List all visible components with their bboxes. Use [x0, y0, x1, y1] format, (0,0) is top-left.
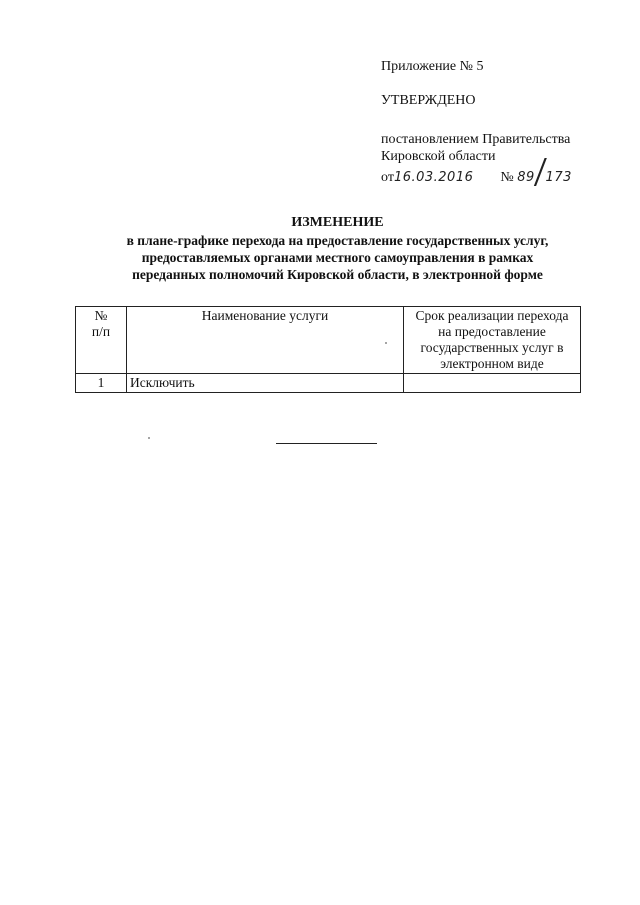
header-term-line-3: государственных услуг в [420, 340, 564, 355]
header-term-line-2: на предоставление [438, 324, 546, 339]
slash-divider: / [535, 153, 545, 193]
table-header-row [76, 307, 581, 374]
services-table [75, 306, 581, 393]
number-prefix: № [500, 170, 514, 185]
date-prefix: от [381, 170, 394, 185]
row-number: 1 [76, 374, 127, 393]
scan-speck [385, 342, 387, 344]
handwritten-number-part2: 173 [545, 170, 572, 185]
appendix-number: Приложение № 5 [381, 59, 484, 74]
subtitle-line-2: предоставляемых органами местного самоуправления в рамках [141, 250, 534, 265]
decree-line-2: Кировской области [381, 149, 496, 164]
row-service-name: Исключить [127, 374, 404, 393]
header-number [76, 307, 127, 374]
header-number-line-2: п/п [91, 324, 111, 339]
table-row [76, 374, 581, 393]
document-title-block [60, 214, 615, 283]
handwritten-number-part1: 89 [517, 170, 535, 185]
row-term [404, 374, 581, 393]
subtitle-line-1: в плане-графике перехода на предоставление государственных услуг, [126, 233, 549, 248]
closing-rule [276, 443, 377, 444]
decree-reference [381, 131, 621, 193]
header-implementation-term [404, 307, 581, 374]
approved-stamp: УТВЕРЖДЕНО [381, 93, 476, 108]
scan-speck [148, 437, 150, 439]
handwritten-date: 16.03.2016 [393, 170, 474, 185]
subtitle-line-3: переданных полномочий Кировской области, в электронной форме [132, 267, 543, 282]
header-term-line-1: Срок реализации перехода [415, 308, 569, 323]
decree-line-1: постановлением Правительства [381, 132, 571, 147]
header-term-line-4: электронном виде [440, 356, 544, 371]
approval-header [381, 58, 621, 193]
header-number-line-1: № [94, 308, 108, 323]
header-service-name: Наименование услуги [127, 307, 404, 374]
document-title: ИЗМЕНЕНИЕ [291, 215, 384, 230]
